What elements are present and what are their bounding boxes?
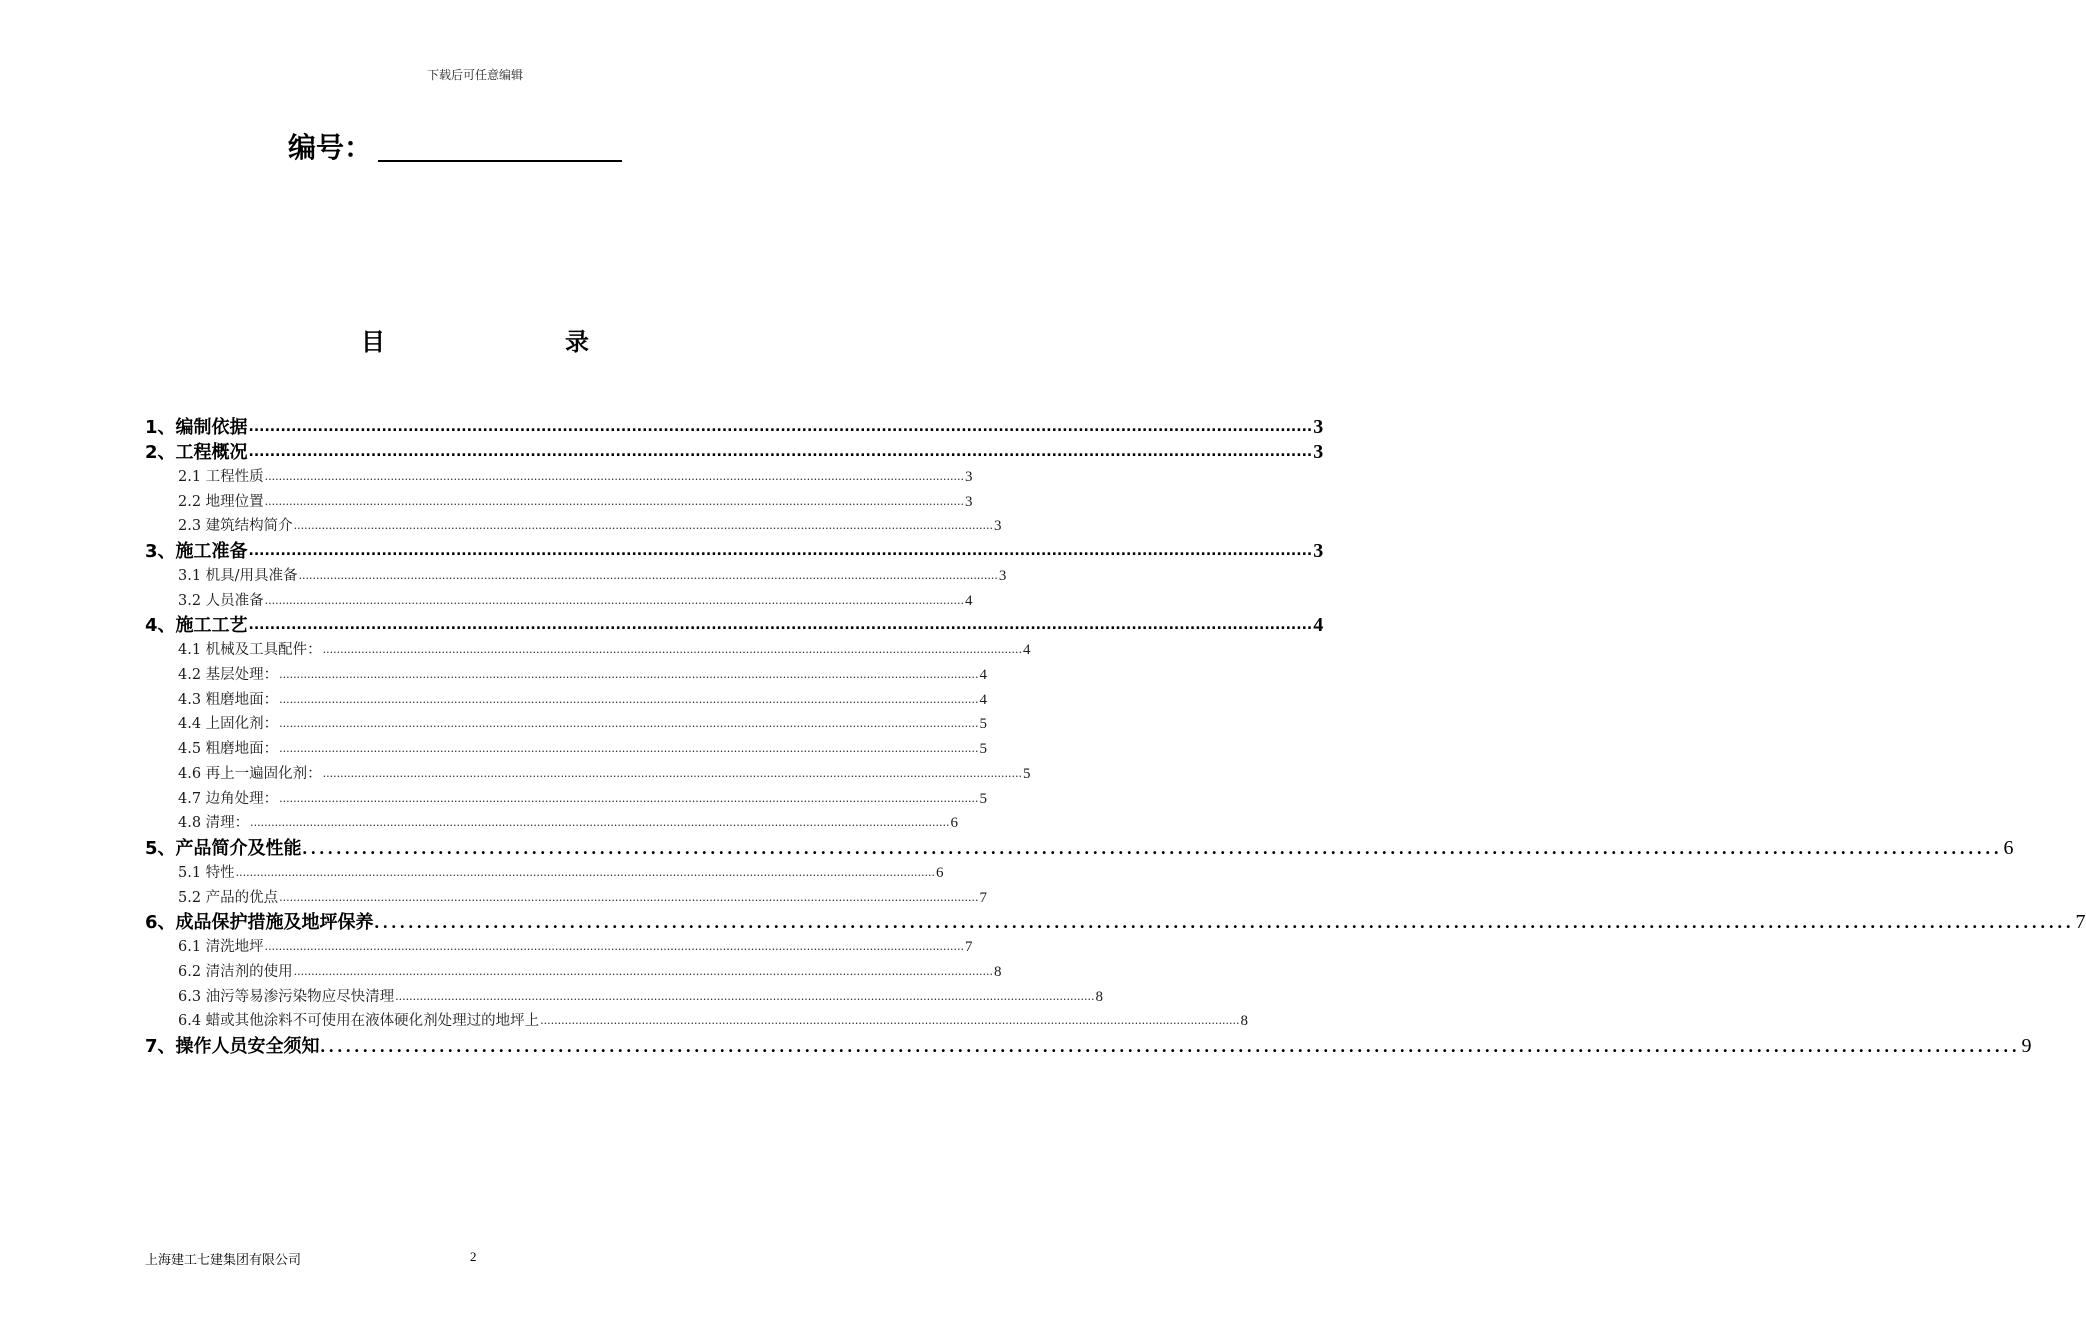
toc-dot-leader: ........................................................................................................................................................................................................ <box>248 617 1313 634</box>
toc-entry-label: 4.5 粗磨地面： <box>178 741 279 758</box>
toc-entry[interactable] <box>145 935 973 960</box>
toc-dot-leader: ........................................................................................................................................................................................................ <box>320 1036 2021 1057</box>
toc-dot-leader: ........................................................................................................................................................................................................ <box>279 742 979 756</box>
toc-entry-label: 2、工程概况 <box>145 442 248 463</box>
toc-dot-leader: ........................................................................................................................................................................................................ <box>279 668 979 682</box>
toc-entry-page: 4 <box>1313 614 1324 637</box>
toc-entry[interactable] <box>145 1034 2032 1059</box>
toc-dot-leader: ........................................................................................................................................................................................................ <box>248 444 1313 460</box>
toc-entry[interactable] <box>145 1009 1248 1034</box>
toc-entry-page: 3 <box>998 568 1007 585</box>
toc-entry-page: 8 <box>1095 988 1103 1005</box>
toc-dot-leader: ........................................................................................................................................................................................................ <box>322 643 1022 657</box>
table-of-contents <box>145 415 2086 1059</box>
toc-entry-page: 3 <box>994 518 1002 535</box>
toc-entry[interactable] <box>145 737 987 762</box>
toc-dot-leader: ........................................................................................................................................................................................................ <box>248 543 1313 560</box>
header-note: 下载后可任意编辑 <box>426 68 523 82</box>
toc-entry[interactable] <box>145 440 1324 465</box>
toc-dot-leader: ........................................................................................................................................................................................................ <box>293 519 993 533</box>
toc-entry-page: 9 <box>2021 1035 2032 1058</box>
toc-entry-page: 7 <box>979 889 987 906</box>
toc-entry[interactable] <box>145 613 1324 638</box>
toc-entry-page: 4 <box>979 691 987 708</box>
toc-entry[interactable] <box>145 415 1324 440</box>
toc-entry-label: 5.2 产品的优点 <box>178 889 279 906</box>
toc-entry-label: 6.2 清洁剂的使用 <box>178 963 293 980</box>
toc-entry-page: 3 <box>965 468 973 485</box>
toc-dot-leader: ........................................................................................................................................................................................................ <box>279 791 979 805</box>
toc-entry-label: 4.8 清理： <box>178 815 250 832</box>
toc-dot-leader: ........................................................................................................................................................................................................ <box>279 890 979 904</box>
document-number-line <box>288 128 622 168</box>
toc-dot-leader: ........................................................................................................................................................................................................ <box>395 989 1095 1003</box>
toc-entry-label: 3.1 机具/用具准备 <box>178 568 298 585</box>
toc-entry-page: 3 <box>965 493 973 510</box>
toc-entry-label: 1、编制依据 <box>145 417 248 438</box>
toc-dot-leader: ........................................................................................................................................................................................................ <box>264 593 964 607</box>
toc-entry-page: 3 <box>1313 540 1324 563</box>
toc-entry-page: 3 <box>1313 416 1324 438</box>
toc-dot-leader: ........................................................................................................................................................................................................ <box>298 569 998 583</box>
toc-entry-page: 4 <box>1023 642 1031 659</box>
toc-entry-page: 8 <box>994 963 1002 980</box>
toc-entry-label: 5.1 特性 <box>178 864 235 881</box>
toc-entry-label: 6.4 蜡或其他涂料不可使用在液体硬化剂处理过的地坪上 <box>178 1013 540 1030</box>
toc-entry-page: 6 <box>936 864 944 881</box>
toc-dot-leader: ........................................................................................................................................................................................................ <box>248 419 1313 435</box>
toc-entry-page: 5 <box>979 741 987 758</box>
toc-dot-leader: ........................................................................................................................................................................................................ <box>279 692 979 706</box>
toc-entry-label: 4.6 再上一遍固化剂： <box>178 765 322 782</box>
toc-title <box>0 322 950 362</box>
toc-entry-label: 4.1 机械及工具配件： <box>178 642 322 659</box>
toc-entry[interactable] <box>145 564 1007 589</box>
toc-entry-label: 4.3 粗磨地面： <box>178 691 279 708</box>
toc-entry[interactable] <box>145 589 973 614</box>
footer-company: 上海建工七建集团有限公司 <box>145 1253 302 1268</box>
toc-entry[interactable] <box>145 762 1031 787</box>
toc-entry[interactable] <box>145 539 1324 564</box>
toc-dot-leader: ........................................................................................................................................................................................................ <box>250 816 950 830</box>
toc-entry-label: 6、成品保护措施及地坪保养 <box>145 912 374 934</box>
toc-entry-page: 3 <box>1313 441 1324 463</box>
toc-entry-page: 8 <box>1240 1013 1248 1030</box>
toc-entry[interactable] <box>145 490 973 515</box>
toc-entry[interactable] <box>145 713 987 738</box>
toc-entry[interactable] <box>145 836 2014 861</box>
toc-entry-label: 2.3 建筑结构简介 <box>178 518 293 535</box>
toc-entry-page: 6 <box>950 815 958 832</box>
toc-entry-label: 4、施工工艺 <box>145 615 248 637</box>
toc-entry[interactable] <box>145 985 1103 1010</box>
toc-entry[interactable] <box>145 811 958 836</box>
toc-title-char-2: 录 <box>565 328 589 356</box>
toc-title-char-1: 目 <box>361 328 385 356</box>
toc-entry-label: 4.4 上固化剂： <box>178 716 279 733</box>
footer-page-number: 2 <box>470 1249 477 1264</box>
toc-entry-page: 5 <box>979 790 987 807</box>
toc-entry[interactable] <box>145 465 973 490</box>
toc-entry-label: 4.7 边角处理： <box>178 790 279 807</box>
toc-dot-leader: ........................................................................................................................................................................................................ <box>264 494 964 508</box>
toc-entry[interactable] <box>145 688 987 713</box>
toc-entry-label: 3.2 人员准备 <box>178 592 264 609</box>
toc-entry[interactable] <box>145 861 944 886</box>
toc-entry[interactable] <box>145 638 1031 663</box>
toc-entry-label: 7、操作人员安全须知 <box>145 1036 320 1058</box>
toc-entry[interactable] <box>145 886 987 911</box>
toc-entry-label: 6.1 清洗地坪 <box>178 939 264 956</box>
toc-entry-label: 2.2 地理位置 <box>178 493 264 510</box>
toc-entry-page: 5 <box>1023 765 1031 782</box>
toc-dot-leader: ........................................................................................................................................................................................................ <box>540 1014 1240 1028</box>
toc-dot-leader: ........................................................................................................................................................................................................ <box>264 940 964 954</box>
toc-dot-leader: ........................................................................................................................................................................................................ <box>374 912 2075 933</box>
toc-entry-page: 7 <box>2075 911 2086 934</box>
toc-entry[interactable] <box>145 960 1002 985</box>
toc-dot-leader: ........................................................................................................................................................................................................ <box>293 964 993 978</box>
toc-entry[interactable] <box>145 787 987 812</box>
document-number-label: 编号： <box>288 131 373 164</box>
toc-entry-page: 4 <box>965 592 973 609</box>
toc-dot-leader: ........................................................................................................................................................................................................ <box>235 865 935 879</box>
document-number-blank <box>378 130 622 162</box>
toc-dot-leader: ........................................................................................................................................................................................................ <box>279 717 979 731</box>
toc-entry-label: 3、施工准备 <box>145 541 248 563</box>
toc-entry-label: 2.1 工程性质 <box>178 468 264 485</box>
toc-entry-page: 5 <box>979 716 987 733</box>
toc-entry-label: 5、产品简介及性能 <box>145 837 302 859</box>
toc-dot-leader: ........................................................................................................................................................................................................ <box>302 837 2003 858</box>
toc-entry-page: 4 <box>979 667 987 684</box>
toc-entry[interactable] <box>145 910 2086 935</box>
toc-entry-label: 6.3 油污等易渗污染物应尽快清理 <box>178 988 395 1005</box>
toc-dot-leader: ........................................................................................................................................................................................................ <box>322 766 1022 780</box>
toc-entry[interactable] <box>145 514 1002 539</box>
toc-entry-page: 7 <box>965 939 973 956</box>
toc-entry-page: 6 <box>2003 836 2014 859</box>
toc-dot-leader: ........................................................................................................................................................................................................ <box>264 469 964 483</box>
toc-entry-label: 4.2 基层处理： <box>178 667 279 684</box>
toc-entry[interactable] <box>145 663 987 688</box>
